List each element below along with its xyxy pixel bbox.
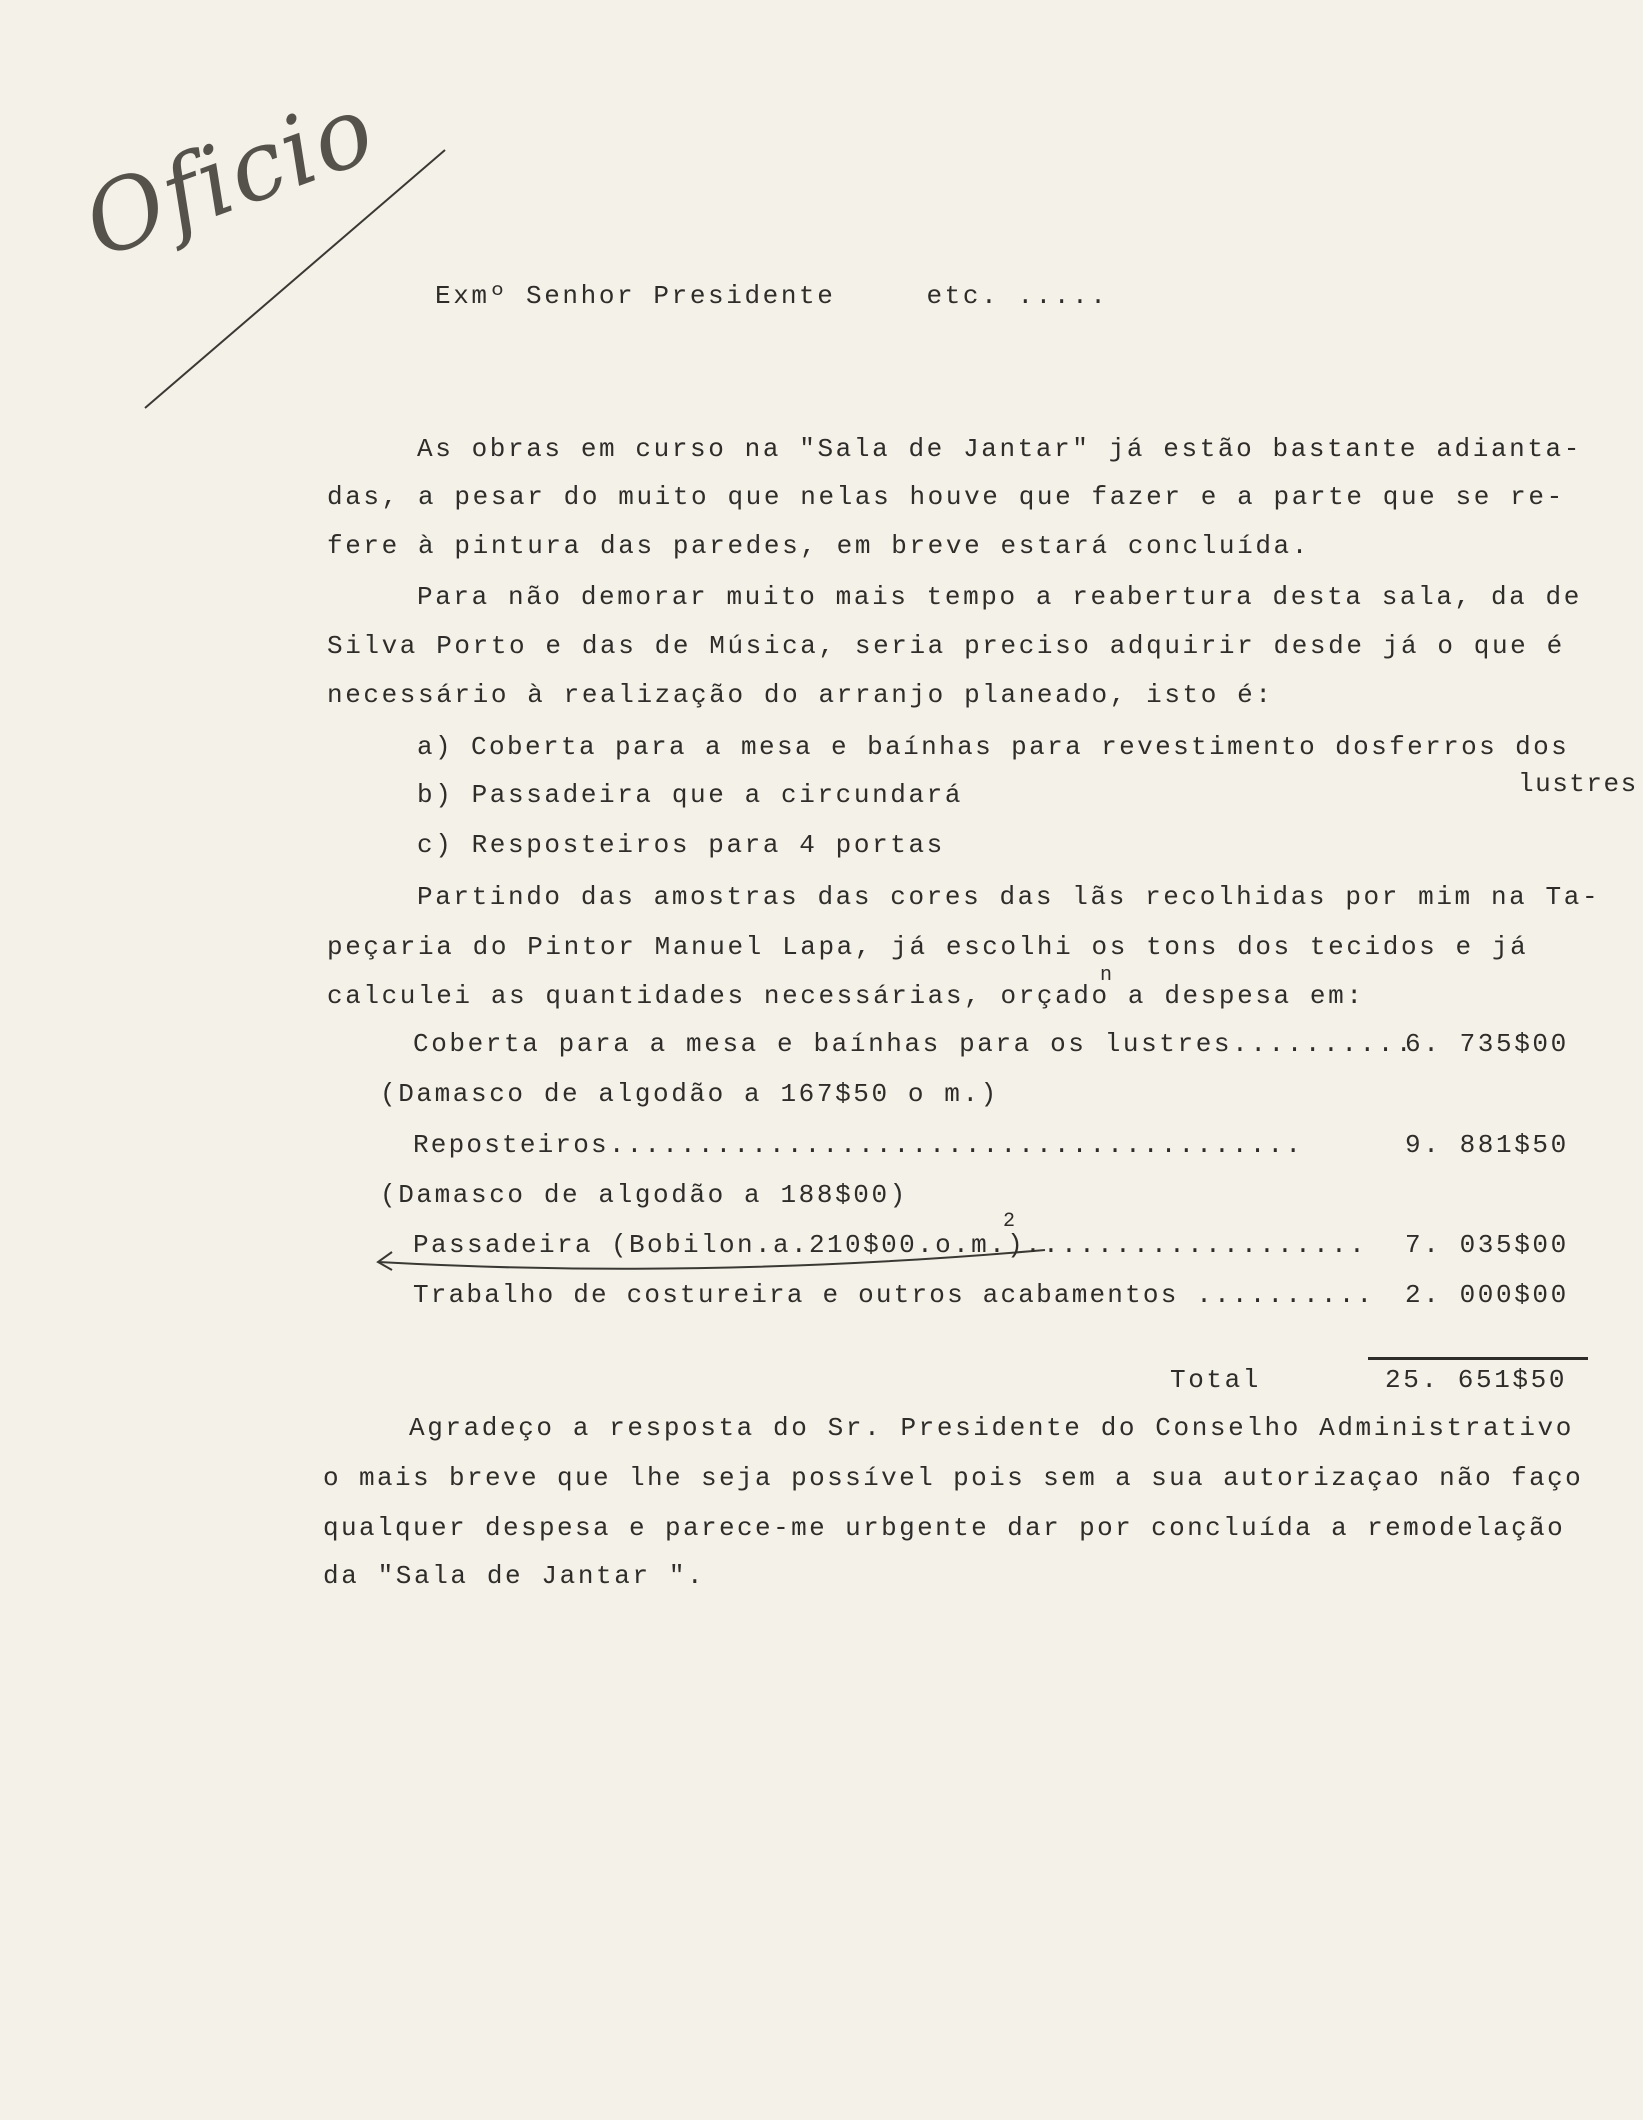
budget-row-3-label: Passadeira (Bobilon.a.210$00.o.m.)................... bbox=[413, 1230, 1368, 1260]
budget-row-2-label: Reposteiros....................................... bbox=[413, 1130, 1304, 1160]
total-rule bbox=[1368, 1357, 1588, 1360]
budget-row-1-amount: 6. 735$00 bbox=[1405, 1029, 1569, 1059]
budget-row-3-amount: 7. 035$00 bbox=[1405, 1230, 1569, 1260]
paragraph-1-line-1: As obras em curso na "Sala de Jantar" já estão bastante adianta- bbox=[417, 434, 1582, 464]
total-label: Total bbox=[1170, 1365, 1262, 1395]
paragraph-1-line-2: das, a pesar do muito que nelas houve que fazer e a parte que se re- bbox=[327, 482, 1565, 512]
paragraph-2-line-3: necessário à realização do arranjo planeado, isto é: bbox=[327, 680, 1274, 710]
paragraph-1-line-3: fere à pintura das paredes, em breve estará concluída. bbox=[327, 531, 1310, 561]
budget-row-2-amount: 9. 881$50 bbox=[1405, 1130, 1569, 1160]
paragraph-4-line-3: qualquer despesa e parece-me urbgente dar por concluída a remodelação bbox=[323, 1513, 1566, 1543]
paragraph-4-line-4: da "Sala de Jantar ". bbox=[323, 1561, 706, 1591]
paragraph-3-line-1: Partindo das amostras das cores das lãs recolhidas por mim na Ta- bbox=[417, 882, 1601, 912]
paragraph-3-line-3: calculei as quantidades necessárias, orçado a despesa em: bbox=[327, 981, 1365, 1011]
list-item-a: a) Coberta para a mesa e baínhas para revestimento dosferros dos bbox=[417, 732, 1570, 762]
paragraph-2-line-2: Silva Porto e das de Música, seria preciso adquirir desde já o que é bbox=[327, 631, 1565, 661]
budget-row-4-amount: 2. 000$00 bbox=[1405, 1280, 1569, 1310]
list-item-a-overflow: lustres bbox=[1518, 769, 1638, 799]
budget-row-1-note: (Damasco de algodão a 167$50 o m.) bbox=[380, 1079, 999, 1109]
total-amount: 25. 651$50 bbox=[1385, 1365, 1568, 1395]
budget-row-4-label: Trabalho de costureira e outros acabamentos .......... bbox=[413, 1280, 1375, 1310]
superscript-2: 2 bbox=[1003, 1210, 1018, 1233]
insertion-mark: n bbox=[1100, 964, 1115, 987]
budget-row-2-note: (Damasco de algodão a 188$00) bbox=[380, 1180, 908, 1210]
list-item-c: c) Resposteiros para 4 portas bbox=[417, 830, 945, 860]
handwritten-annotation: Oficio bbox=[69, 72, 390, 280]
paragraph-3-line-2: peçaria do Pintor Manuel Lapa, já escolhi os tons dos tecidos e já bbox=[327, 932, 1529, 962]
diagonal-pen-stroke bbox=[145, 150, 445, 408]
arrow-head bbox=[378, 1252, 392, 1270]
salutation: Exmº Senhor Presidente etc. ..... bbox=[435, 281, 1109, 311]
paragraph-2-line-1: Para não demorar muito mais tempo a reabertura desta sala, da de bbox=[417, 582, 1582, 612]
budget-row-1-label: Coberta para a mesa e baínhas para os lustres.......... bbox=[413, 1029, 1415, 1059]
list-item-b: b) Passadeira que a circundará bbox=[417, 780, 964, 810]
paragraph-4-line-1: Agradeço a resposta do Sr. Presidente do Conselho Administrativo bbox=[409, 1413, 1574, 1443]
paragraph-4-line-2: o mais breve que lhe seja possível pois sem a sua autorizaçao não faço bbox=[323, 1463, 1584, 1493]
